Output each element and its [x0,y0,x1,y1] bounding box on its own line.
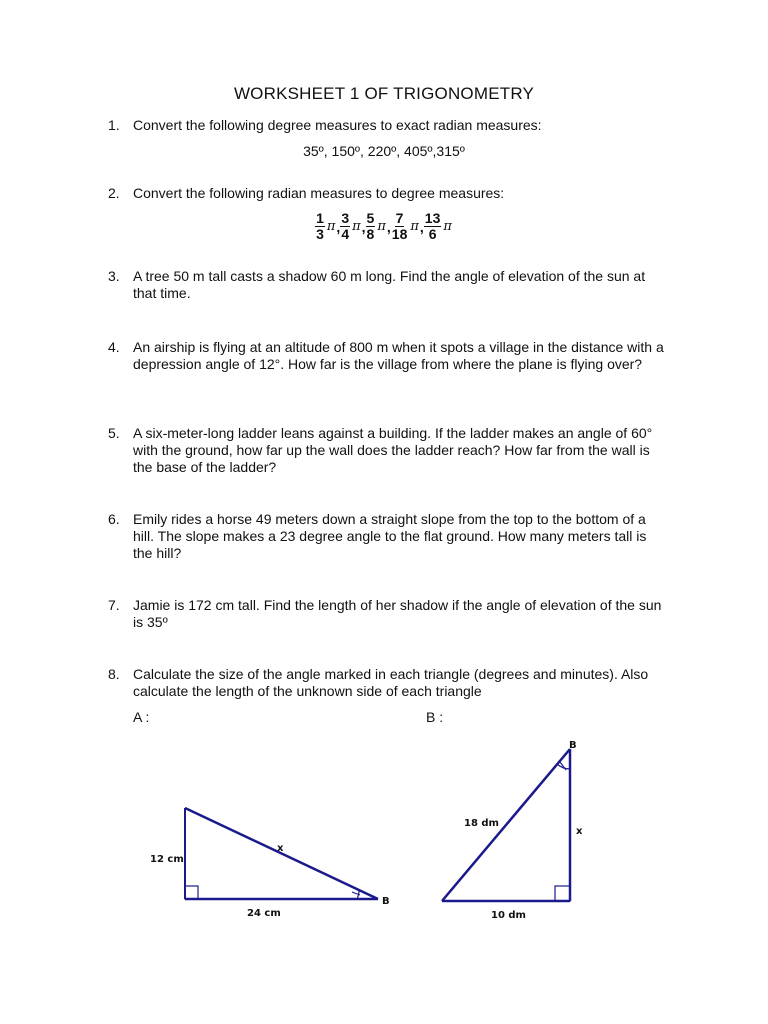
question-number: 5. [108,425,120,441]
question-number: 3. [108,268,120,284]
triangle-a-hypotenuse-label: x [277,843,284,854]
question-text: Jamie is 172 cm tall. Find the length of her shadow if the angle of elevation of the sun is 35º [133,597,662,630]
question-number: 7. [108,597,120,613]
triangle-b-vertical-label: x [576,826,583,837]
question-number: 2. [108,185,120,201]
angle-tick [560,762,566,770]
degree-list: 35º, 150º, 220º, 405º,315º [303,143,465,159]
triangle-b-vertex-label: B [569,740,577,751]
fraction: $\frac{13}{6}$ [424,210,441,242]
question-number: 6. [108,511,120,527]
page-title: WORKSHEET 1 OF TRIGONOMETRY [233,84,535,103]
question-number: 8. [108,666,120,682]
triangle-a-vertex-label: B [382,896,390,907]
fraction: $\frac{5}{8}$ [366,210,375,242]
question-text: A tree 50 m tall casts a shadow 60 m long. Find the angle of elevation of the sun at that time. [133,268,646,301]
question-text: Convert the following degree measures to exact radian measures: [133,117,542,133]
question-text: Calculate the size of the angle marked in each triangle (degrees and minutes). Also calculate the length of the unknown side of each triangle [133,666,649,699]
triangle-b [442,749,570,901]
triangle-b-label: B : [426,709,444,725]
triangle-b-hypotenuse [442,749,570,901]
fraction: $\frac{3}{4}$ [341,210,350,242]
triangle-a-base-label: 24 cm [247,908,281,919]
fraction: $\frac{7}{18}$ [391,210,408,242]
triangle-a-vertical-label: 12 cm [150,854,184,865]
question-number: 4. [108,339,120,355]
right-angle-marker [185,886,198,899]
question-text: A six-meter-long ladder leans against a building. If the ladder makes an angle of 60° with the ground, how far up the wall does the ladder reach? How far from the wall is the base of the ladder? [133,425,653,475]
question-number: 1. [108,117,120,133]
right-angle-marker [555,886,570,901]
fraction: $\frac{1}{3}$ [316,210,324,242]
radian-list: $\frac{1}{3}$ π , $\frac{3}{4}$ π , $\frac{5}{8}$ π , $\frac{7}{18}$ π , $\frac{13}{6}$ π [316,210,452,242]
question-text: Emily rides a horse 49 meters down a straight slope from the top to the bottom of a hill. The slope makes a 23 degree angle to the flat ground. How many meters tall is the hill? [133,511,647,561]
question-text: Convert the following radian measures to degree measures: [133,185,505,201]
triangle-b-base-label: 10 dm [491,910,526,921]
triangle-b-hypotenuse-label: 18 dm [464,818,499,829]
triangle-a-label: A : [133,709,150,725]
question-text: An airship is flying at an altitude of 800 m when it spots a village in the distance with a depression angle of 12°. How far is the village from where the plane is flying over? [133,339,664,372]
